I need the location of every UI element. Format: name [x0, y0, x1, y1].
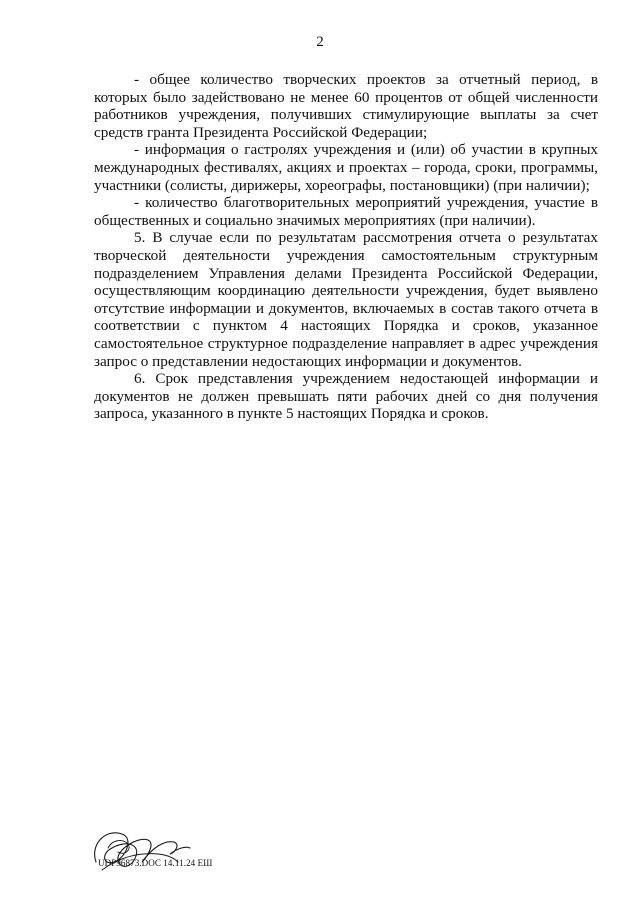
page-number: 2: [316, 34, 324, 50]
paragraph-charity-events: - количество благотворительных мероприятий учреждения, участие в общественных и социально значимых мероприятиях (при наличии).: [94, 194, 598, 229]
paragraph-tours-info: - информация о гастролях учреждения и (или) об участии в крупных международных фестивалях, акциях и проектах – города, сроки, программы, участники (солисты, дирижеры, хореографы, постановщики) (при наличии);: [94, 141, 598, 194]
paragraph-clause-6: 6. Срок представления учреждением недостающей информации и документов не должен превышать пяти рабочих дней со дня получения запроса, указанного в пункте 5 настоящих Порядка и сроков.: [94, 370, 598, 423]
paragraph-creative-projects: - общее количество творческих проектов за отчетный период, в которых было задействовано не менее 60 процентов от общей численности работников учреждения, получивших стимулирующие выплаты за счет средств гранта Президента Российской Федерации;: [94, 71, 598, 141]
document-body: [94, 71, 598, 423]
handwritten-signature: [82, 818, 194, 886]
paragraph-clause-5: 5. В случае если по результатам рассмотрения отчета о результатах творческой деятельности учреждения самостоятельным структурным подразделением Управления делами Президента Российской Федерации, осуществляющим координацию деятельности учреждения, будет выявлено отсутствие информации и документов, включаемых в состав такого отчета в соответствии с пунктом 4 настоящих Порядка и сроков, указанное самостоятельное структурное подразделение направляет в адрес учреждения запрос о представлении недостающих информации и документов.: [94, 229, 598, 370]
document-file-reference: UDP96873.DOC 14.11.24 ЕШ: [98, 858, 213, 868]
